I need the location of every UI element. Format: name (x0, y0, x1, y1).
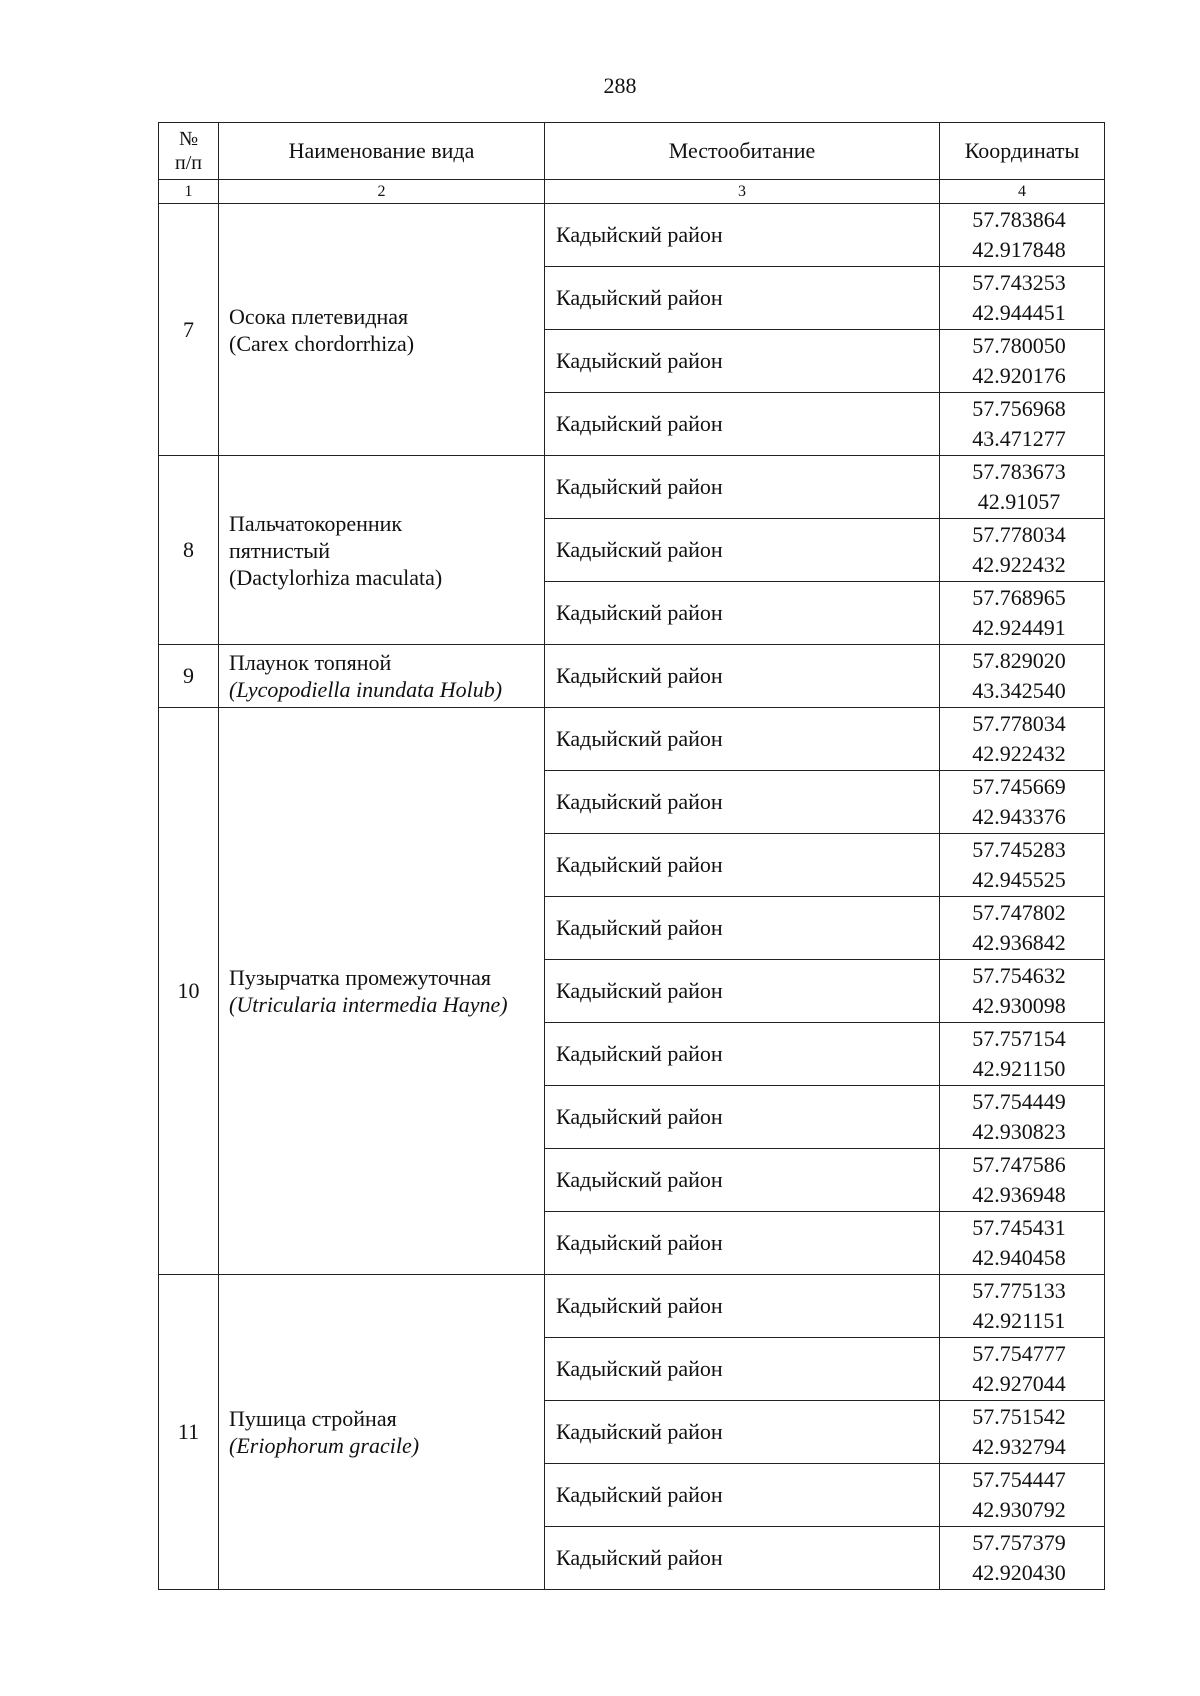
species-name (219, 204, 545, 456)
latitude-value: 57.745431 (972, 1215, 1066, 1240)
habitat-cell: Кадыйский район (545, 1086, 940, 1149)
latitude-value: 57.747586 (972, 1152, 1066, 1177)
coordinates-cell (940, 960, 1105, 1023)
column-index: 4 (940, 180, 1105, 204)
latitude-value: 57.757154 (972, 1026, 1066, 1051)
species-latin-name: (Utricularia intermedia Hayne) (229, 992, 508, 1017)
longitude-value: 42.920176 (972, 363, 1066, 388)
species-table (158, 122, 1105, 1590)
longitude-value: 42.922432 (972, 552, 1066, 577)
species-latin-name: (Dactylorhiza maculata) (229, 564, 443, 590)
latitude-value: 57.783864 (972, 207, 1066, 232)
species-name (219, 456, 545, 645)
latitude-value: 57.780050 (972, 333, 1066, 358)
latitude-value: 57.756968 (972, 396, 1066, 421)
header-number-abbr: п/п (175, 152, 202, 174)
column-index: 1 (159, 180, 219, 204)
longitude-value: 42.921150 (972, 1056, 1066, 1081)
longitude-value: 42.930823 (972, 1119, 1066, 1144)
habitat-cell: Кадыйский район (545, 645, 940, 708)
species-latin-name: (Carex chordorrhiza) (229, 330, 415, 356)
longitude-value: 42.945525 (972, 867, 1066, 892)
species-name (219, 708, 545, 1275)
species-number: 10 (159, 708, 219, 1275)
latitude-value: 57.747802 (972, 900, 1066, 925)
species-latin-name: (Lycopodiella inundata Holub) (229, 677, 503, 702)
latitude-value: 57.751542 (972, 1404, 1066, 1429)
table-row (159, 1275, 1105, 1338)
species-number: 7 (159, 204, 219, 456)
longitude-value: 42.930098 (972, 993, 1066, 1018)
latitude-value: 57.778034 (972, 711, 1066, 736)
habitat-cell: Кадыйский район (545, 1338, 940, 1401)
coordinates-cell (940, 897, 1105, 960)
column-index: 2 (219, 180, 545, 204)
coordinates-cell (940, 1401, 1105, 1464)
species-number: 8 (159, 456, 219, 645)
species-common-name: Осока плетевидная (229, 303, 409, 329)
latitude-value: 57.754777 (972, 1341, 1066, 1366)
coordinates-cell (940, 582, 1105, 645)
species-latin-name: (Eriophorum gracile) (229, 1433, 420, 1458)
coordinates-cell (940, 1212, 1105, 1275)
coordinates-cell (940, 834, 1105, 897)
species-common-name: пятнистый (229, 537, 330, 563)
species-common-name: Плаунок топяной (229, 650, 392, 675)
latitude-value: 57.778034 (972, 522, 1066, 547)
header-row (159, 123, 1105, 180)
longitude-value: 42.932794 (972, 1434, 1066, 1459)
coordinates-cell (940, 330, 1105, 393)
latitude-value: 57.754449 (972, 1089, 1066, 1114)
habitat-cell: Кадыйский район (545, 519, 940, 582)
latitude-value: 57.757379 (972, 1530, 1066, 1555)
table-row (159, 645, 1105, 708)
species-number: 9 (159, 645, 219, 708)
habitat-cell: Кадыйский район (545, 771, 940, 834)
habitat-cell: Кадыйский район (545, 897, 940, 960)
latitude-value: 57.754632 (972, 963, 1066, 988)
longitude-value: 42.922432 (972, 741, 1066, 766)
habitat-cell: Кадыйский район (545, 393, 940, 456)
habitat-cell: Кадыйский район (545, 834, 940, 897)
latitude-value: 57.768965 (972, 585, 1066, 610)
page-number: 288 (603, 73, 637, 98)
longitude-value: 42.924491 (972, 615, 1066, 640)
coordinates-cell (940, 645, 1105, 708)
habitat-cell: Кадыйский район (545, 960, 940, 1023)
table-body (159, 204, 1105, 1590)
coordinates-cell (940, 456, 1105, 519)
habitat-cell: Кадыйский район (545, 1275, 940, 1338)
longitude-value: 42.943376 (972, 804, 1066, 829)
coordinates-cell (940, 267, 1105, 330)
latitude-value: 57.745669 (972, 774, 1066, 799)
longitude-value: 42.920430 (972, 1560, 1066, 1585)
header-coordinates: Координаты (940, 123, 1105, 180)
longitude-value: 42.921151 (972, 1308, 1066, 1333)
habitat-cell: Кадыйский район (545, 1401, 940, 1464)
coordinates-cell (940, 393, 1105, 456)
header-habitat: Местообитание (545, 123, 940, 180)
habitat-cell: Кадыйский район (545, 582, 940, 645)
species-common-name: Пальчатокоренник (229, 510, 403, 536)
coordinates-cell (940, 1149, 1105, 1212)
coordinates-cell (940, 1338, 1105, 1401)
longitude-value: 42.936842 (972, 930, 1066, 955)
header-species-name: Наименование вида (219, 123, 545, 180)
coordinates-cell (940, 1023, 1105, 1086)
column-index: 3 (545, 180, 940, 204)
coordinates-cell (940, 1086, 1105, 1149)
habitat-cell: Кадыйский район (545, 1023, 940, 1086)
table-row (159, 456, 1105, 519)
coordinates-cell (940, 771, 1105, 834)
longitude-value: 43.471277 (972, 426, 1066, 451)
habitat-cell: Кадыйский район (545, 708, 940, 771)
longitude-value: 42.930792 (972, 1497, 1066, 1522)
header-number-sign: № (178, 128, 199, 150)
header-number (159, 123, 219, 180)
habitat-cell: Кадыйский район (545, 204, 940, 267)
longitude-value: 42.936948 (972, 1182, 1066, 1207)
coordinates-cell (940, 1464, 1105, 1527)
species-common-name: Пушица стройная (229, 1406, 397, 1431)
habitat-cell: Кадыйский район (545, 1212, 940, 1275)
table-row (159, 204, 1105, 267)
species-common-name: Пузырчатка промежуточная (229, 965, 492, 990)
longitude-value: 42.944451 (972, 300, 1066, 325)
longitude-value: 43.342540 (972, 678, 1066, 703)
species-name (219, 1275, 545, 1590)
column-index-row (159, 180, 1105, 204)
coordinates-cell (940, 519, 1105, 582)
latitude-value: 57.743253 (972, 270, 1066, 295)
longitude-value: 42.927044 (972, 1371, 1066, 1396)
species-name (219, 645, 545, 708)
habitat-cell: Кадыйский район (545, 1464, 940, 1527)
habitat-cell: Кадыйский район (545, 456, 940, 519)
habitat-cell: Кадыйский район (545, 1527, 940, 1590)
coordinates-cell (940, 204, 1105, 267)
latitude-value: 57.775133 (972, 1278, 1066, 1303)
habitat-cell: Кадыйский район (545, 267, 940, 330)
latitude-value: 57.745283 (972, 837, 1066, 862)
latitude-value: 57.754447 (972, 1467, 1066, 1492)
habitat-cell: Кадыйский район (545, 330, 940, 393)
longitude-value: 42.917848 (972, 237, 1066, 262)
latitude-value: 57.783673 (972, 459, 1066, 484)
coordinates-cell (940, 1527, 1105, 1590)
table-row (159, 708, 1105, 771)
longitude-value: 42.940458 (972, 1245, 1066, 1270)
habitat-cell: Кадыйский район (545, 1149, 940, 1212)
species-number: 11 (159, 1275, 219, 1590)
longitude-value: 42.91057 (977, 489, 1061, 514)
latitude-value: 57.829020 (972, 648, 1066, 673)
coordinates-cell (940, 708, 1105, 771)
coordinates-cell (940, 1275, 1105, 1338)
